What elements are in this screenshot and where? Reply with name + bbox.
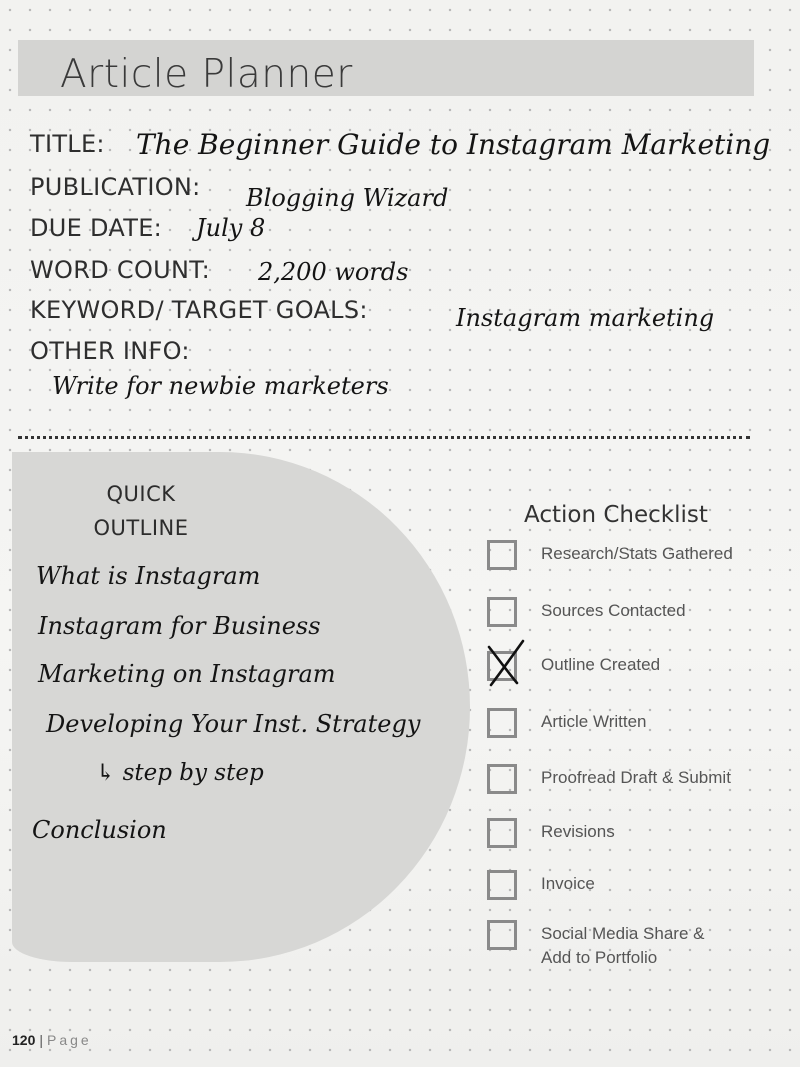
checklist-label <box>541 922 704 970</box>
outline-item: Conclusion <box>32 816 167 844</box>
checklist-label: Sources Contacted <box>541 601 686 620</box>
checklist-item-outline[interactable] <box>487 651 787 691</box>
checkbox[interactable] <box>487 597 517 627</box>
checklist-label: Invoice <box>541 874 595 893</box>
page-title: Article Planner <box>60 52 353 97</box>
checklist-item-article[interactable] <box>487 708 787 748</box>
due-date-value: July 8 <box>196 214 266 242</box>
checklist-item-social[interactable] <box>487 920 787 976</box>
due-date-label: DUE DATE: <box>30 214 163 242</box>
footer-separator: | <box>39 1032 43 1048</box>
checkbox[interactable] <box>487 920 517 950</box>
outline-item: Instagram for Business <box>38 612 321 640</box>
checkbox[interactable] <box>487 764 517 794</box>
other-info-label: OTHER INFO: <box>30 337 190 365</box>
checklist-label: Proofread Draft & Submit <box>541 768 731 787</box>
publication-label: PUBLICATION: <box>30 173 201 201</box>
checklist-item-invoice[interactable] <box>487 870 787 910</box>
checkbox[interactable] <box>487 540 517 570</box>
checklist-label: Research/Stats Gathered <box>541 544 733 563</box>
section-divider <box>18 436 750 439</box>
checkbox[interactable] <box>487 818 517 848</box>
checklist-label: Revisions <box>541 822 615 841</box>
keyword-value: Instagram marketing <box>456 304 715 332</box>
outline-heading-quick: QUICK <box>106 482 176 506</box>
checklist-item-research[interactable] <box>487 540 787 580</box>
checklist-label: Article Written <box>541 712 647 731</box>
page-word: Page <box>47 1032 92 1048</box>
checklist-label-line1: Social Media Share & <box>541 924 705 943</box>
outline-heading-outline: OUTLINE <box>93 516 189 540</box>
x-mark-icon <box>483 639 527 689</box>
outline-item: What is Instagram <box>36 562 261 590</box>
checklist-label-line2: Add to Portfolio <box>541 948 658 967</box>
checkbox[interactable] <box>487 870 517 900</box>
checklist-item-revisions[interactable] <box>487 818 787 858</box>
other-info-value: Write for newbie marketers <box>52 372 389 400</box>
publication-value: Blogging Wizard <box>246 184 449 212</box>
outline-item: ↳ step by step <box>96 760 264 786</box>
word-count-label: WORD COUNT: <box>30 256 210 284</box>
keyword-label: KEYWORD/ TARGET GOALS: <box>30 296 368 324</box>
title-label: TITLE: <box>30 130 105 158</box>
word-count-value: 2,200 words <box>258 258 409 286</box>
checklist-title: Action Checklist <box>524 502 708 528</box>
checkbox[interactable] <box>487 708 517 738</box>
outline-background <box>12 452 470 962</box>
checklist-item-proofread[interactable] <box>487 764 787 804</box>
page-footer <box>12 1032 92 1048</box>
page-number: 120 <box>12 1032 36 1048</box>
checklist-item-sources[interactable] <box>487 597 787 637</box>
outline-item: Marketing on Instagram <box>38 660 336 688</box>
title-value: The Beginner Guide to Instagram Marketing <box>136 128 771 161</box>
outline-item: Developing Your Inst. Strategy <box>46 710 421 738</box>
checklist-label: Outline Created <box>541 655 661 674</box>
